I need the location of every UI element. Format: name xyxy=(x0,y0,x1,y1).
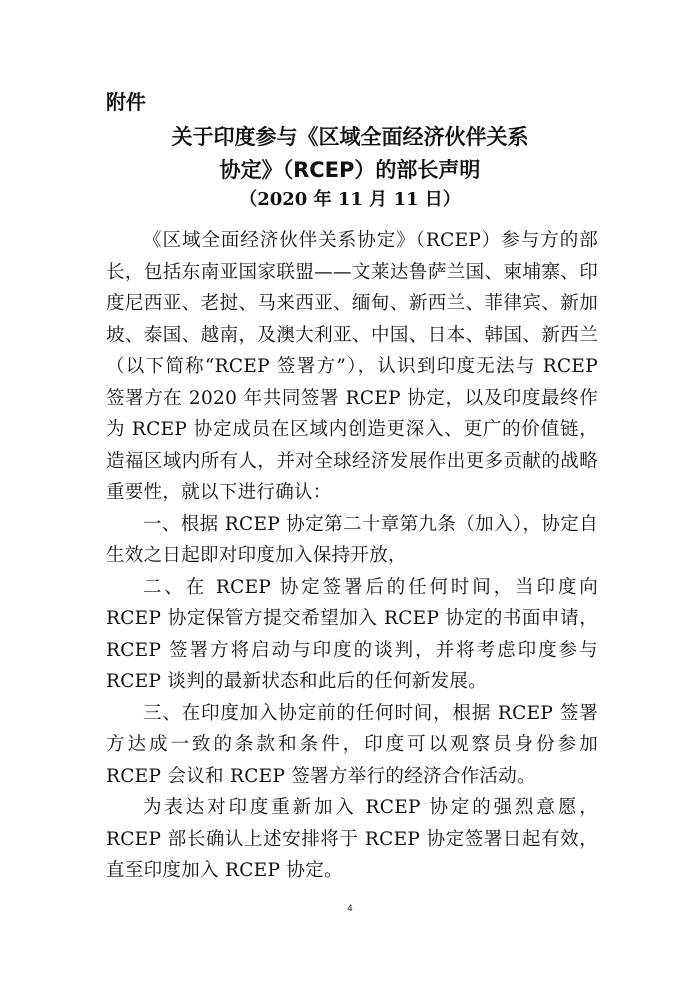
title-line-2: 协定》（RCEP）的部长声明 xyxy=(219,158,481,182)
paragraph-closing: 为表达对印度重新加入 RCEP 协定的强烈意愿，RCEP 部长确认上述安排将于 RCEP 协定签署日起有效，直至印度加入 RCEP 协定。 xyxy=(106,797,598,881)
page-number: 4 xyxy=(347,904,353,914)
paragraph-item-2: 二、在 RCEP 协定签署后的任何时间，当印度向 RCEP 协定保管方提交希望加入 RCEP 协定的书面申请，RCEP 签署方将启动与印度的谈判，并将考虑印度参与 RCEP 谈判的最新状态和此后的任何新发展。 xyxy=(106,576,598,692)
statement-body xyxy=(106,225,598,887)
paragraph-item-1: 一、根据 RCEP 协定第二十章第九条（加入），协定自生效之日起即对印度加入保持开放， xyxy=(106,513,598,566)
statement-date: （2020 年 11 月 11 日） xyxy=(239,189,461,210)
paragraph-intro: 《区域全面经济伙伴关系协定》（RCEP）参与方的部长，包括东南亚国家联盟——文莱达鲁萨兰国、柬埔寨、印度尼西亚、老挝、马来西亚、缅甸、新西兰、菲律宾、新加坡、泰国、越南，及澳大利亚、中国、日本、韩国、新西兰（以下简称“RCEP 签署方”），认识到印度无法与 RCEP 签署方在 2020 年共同签署 RCEP 协定，以及印度最终作为 RCEP 协定成员在区域内创造更深入、更广的价值链，造福区域内所有人，并对全球经济发展作出更多贡献的战略重要性，就以下进行确认： xyxy=(106,230,598,503)
attachment-label: 附件 xyxy=(106,90,146,114)
paragraph-item-3: 三、在印度加入协定前的任何时间，根据 RCEP 签署方达成一致的条款和条件，印度可以观察员身份参加 RCEP 会议和 RCEP 签署方举行的经济合作活动。 xyxy=(106,702,598,787)
title-line-1: 关于印度参与《区域全面经济伙伴关系 xyxy=(171,125,529,149)
